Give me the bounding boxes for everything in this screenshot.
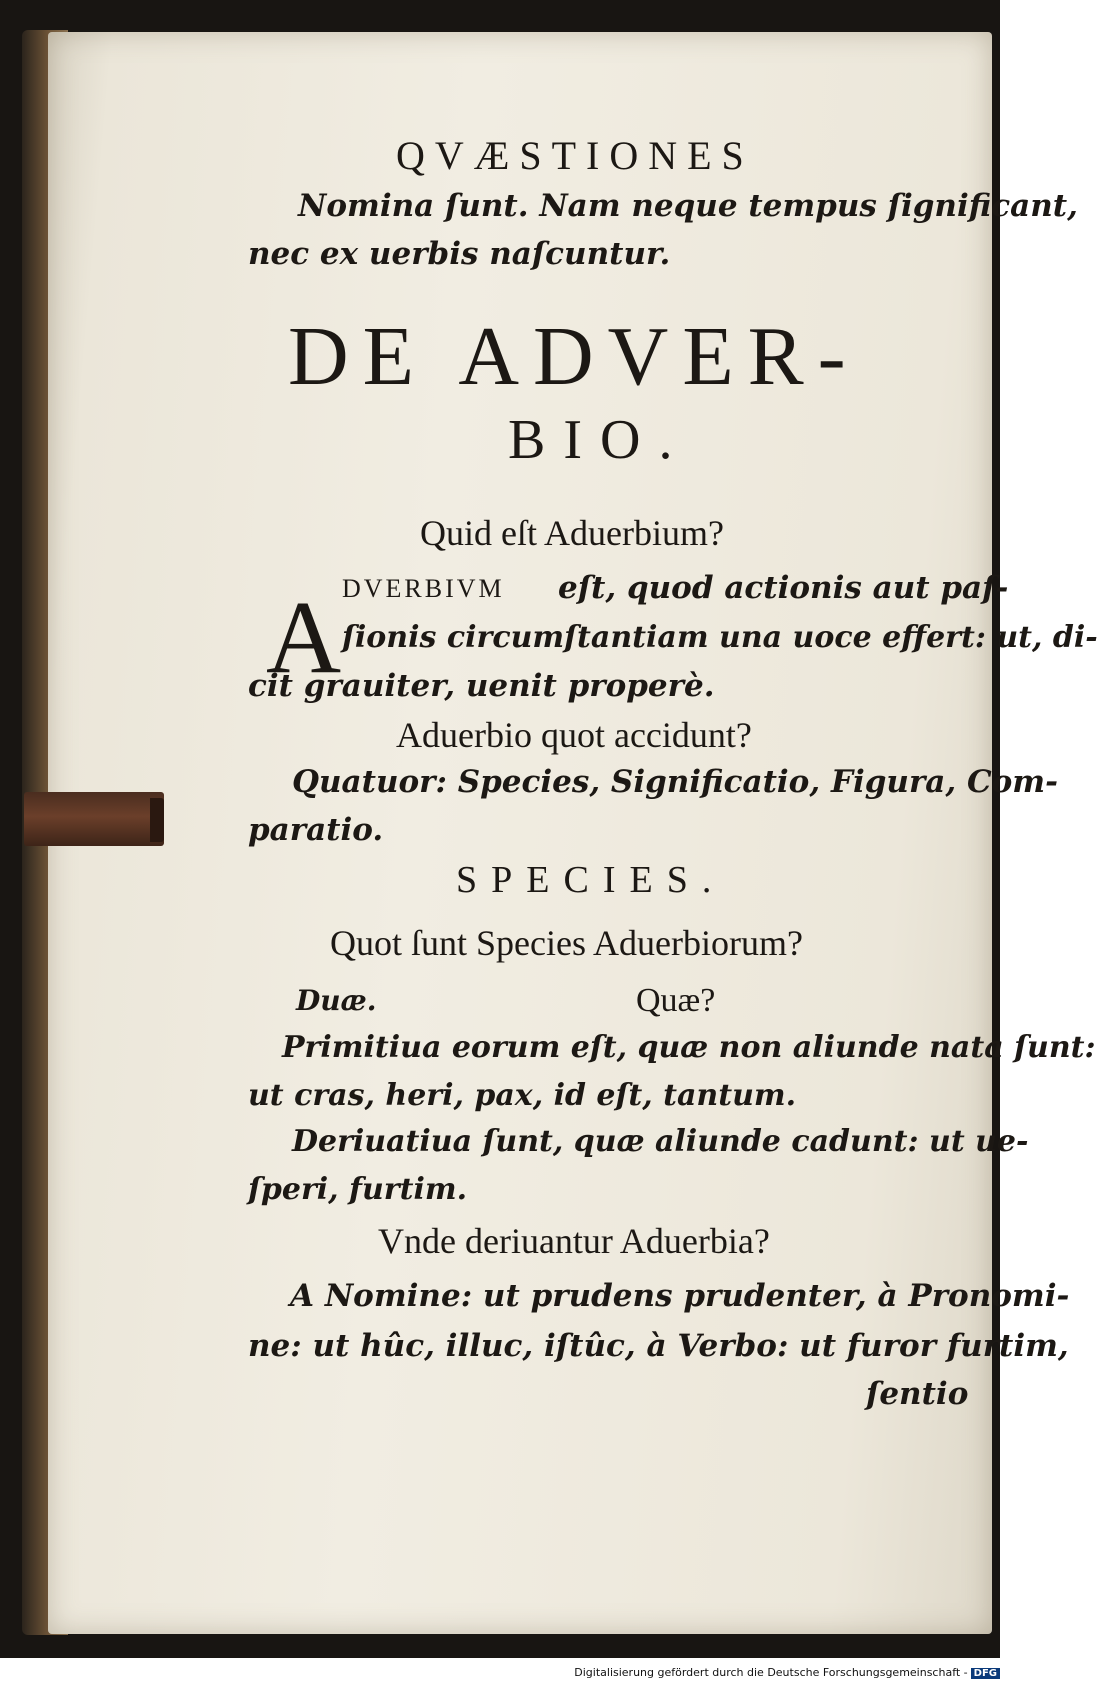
- answer-6-line-1: A Nomine: ut prudens prudenter, à Pronomi-: [290, 1278, 1070, 1314]
- answer-3-left: Duæ.: [296, 984, 377, 1017]
- drop-cap: A: [266, 580, 342, 695]
- section-heading: SPECIES.: [456, 859, 726, 901]
- answer-1-line-3: cit grauiter, uenit properè.: [248, 668, 715, 704]
- answer-2-line-2: paratio.: [248, 812, 384, 848]
- dfg-logo: DFG: [971, 1668, 1000, 1679]
- text-line-2: nec ex uerbis naſcuntur.: [248, 236, 671, 272]
- credit-text: Digitalisierung gefördert durch die Deutsche Forschungsgemeinschaft -: [574, 1666, 968, 1679]
- text-line-1: Nomina ſunt. Nam neque tempus ſignificant,: [298, 188, 1078, 224]
- question-2: Aduerbio quot accidunt?: [396, 715, 752, 755]
- book-page: [48, 32, 992, 1634]
- answer-3-right: Quæ?: [636, 982, 716, 1019]
- answer-1-line-1: eſt, quod actionis aut paſ-: [558, 570, 1009, 606]
- answer-1-caps: DVERBIVM: [342, 574, 505, 603]
- answer-4-line-1: Primitiua eorum eſt, quæ non aliunde nata ſunt:: [282, 1030, 1096, 1065]
- digitization-credit: [574, 1666, 1000, 1679]
- catchword: ſentio: [866, 1376, 969, 1412]
- question-1: Quid eſt Aduerbium?: [420, 513, 724, 553]
- answer-1-line-2: ſionis circumſtantiam una uoce effert: ut, di-: [342, 620, 1098, 655]
- answer-5-line-2: ſperi, furtim.: [248, 1172, 468, 1207]
- question-3: Quot ſunt Species Aduerbiorum?: [330, 923, 803, 963]
- chapter-title-line-1: DE ADVER-: [288, 310, 860, 403]
- answer-2-line-1: Quatuor: Species, Significatio, Figura, Com-: [292, 764, 1058, 800]
- leather-clasp: [24, 792, 164, 846]
- answer-4-line-2: ut cras, heri, pax, id eſt, tantum.: [248, 1078, 797, 1113]
- running-head: QVÆSTIONES: [396, 133, 754, 178]
- leather-clasp-end: [150, 798, 164, 842]
- answer-5-line-1: Deriuatiua ſunt, quæ aliunde cadunt: ut ue-: [292, 1124, 1029, 1159]
- chapter-title-line-2: BIO.: [508, 409, 691, 471]
- answer-6-line-2: ne: ut hûc, illuc, iſtûc, à Verbo: ut furor furtim,: [248, 1328, 1069, 1364]
- question-4: Vnde deriuantur Aduerbia?: [378, 1221, 770, 1261]
